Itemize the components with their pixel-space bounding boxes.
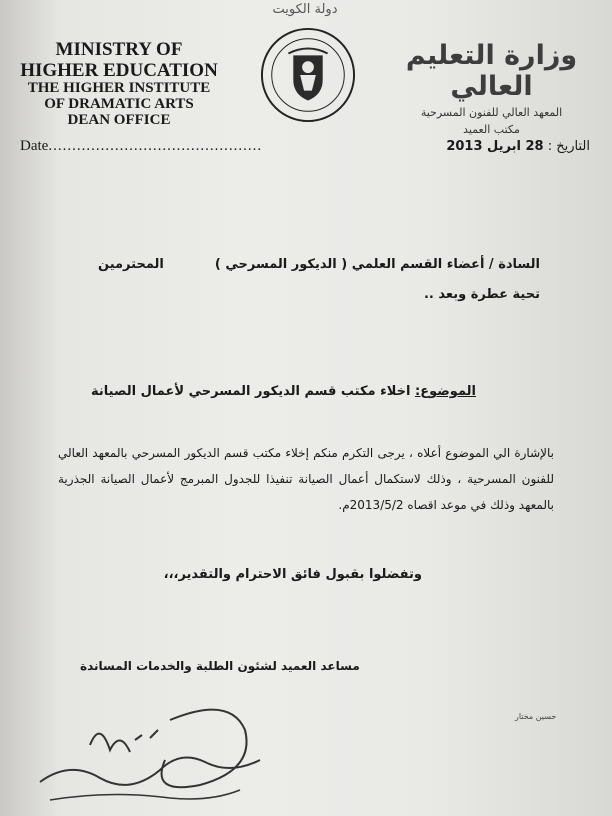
institute-line-1: THE HIGHER INSTITUTE	[27, 80, 211, 96]
date-label-en: Date	[20, 138, 49, 154]
state-name: دولة الكويت	[272, 2, 338, 17]
date-value-ar: 28 ابريل 2013	[446, 139, 544, 154]
greeting-line: تحية عطرة وبعد ..	[423, 287, 540, 302]
arabic-institute-name: المعهد العالي للفنون المسرحية	[420, 106, 563, 119]
arabic-ministry-title: وزارة التعليم العالي	[405, 40, 578, 102]
date-field-en	[20, 138, 262, 155]
honorific: المحترمين	[98, 257, 164, 272]
letter-body: بالإشارة الي الموضوع أعلاه ، يرجى التكرم منكم إخلاء مكتب قسم الديكور المسرحي بالمعهد العالي للفنون المسرحية ، وذلك لاستكمال أعمال الصيانة تنفيذا للجدول المبرمج لأعمال الصيانة الجذرية بالمعهد وذلك في موعد اقصاه 2013/5/2م.	[58, 446, 554, 512]
subject-line	[91, 384, 476, 399]
date-field-ar: التاريخ : 28 ابريل 2013	[446, 139, 590, 154]
signatory-title: مساعد العميد لشئون الطلبة والخدمات المساندة	[80, 659, 360, 673]
signatory-name: حسين مختار	[515, 712, 557, 721]
ministry-line-2: HIGHER EDUCATION	[20, 60, 218, 81]
english-letterhead	[10, 40, 228, 128]
closing-line: وتفضلوا بقبول فائق الاحترام والتقدير،،،	[163, 567, 422, 582]
ministry-line-1: MINISTRY OF	[55, 39, 183, 60]
date-label-ar: التاريخ	[556, 139, 590, 154]
subject-text: اخلاء مكتب قسم الديكور المسرحي لأعمال الصيانة	[91, 384, 411, 399]
arabic-dean-office: مكتب العميد	[463, 123, 520, 136]
arabic-letterhead	[389, 40, 594, 136]
dean-office-line: DEAN OFFICE	[67, 112, 171, 128]
date-dots-en: .............................................	[48, 138, 263, 154]
handwritten-signature-icon	[30, 690, 290, 810]
subject-label: الموضوع:	[415, 384, 476, 399]
institute-seal-icon	[258, 26, 358, 124]
recipient-line: السادة / أعضاء القسم العلمي ( الديكور المسرحي )	[214, 257, 540, 272]
institute-line-2: OF DRAMATIC ARTS	[44, 96, 194, 112]
